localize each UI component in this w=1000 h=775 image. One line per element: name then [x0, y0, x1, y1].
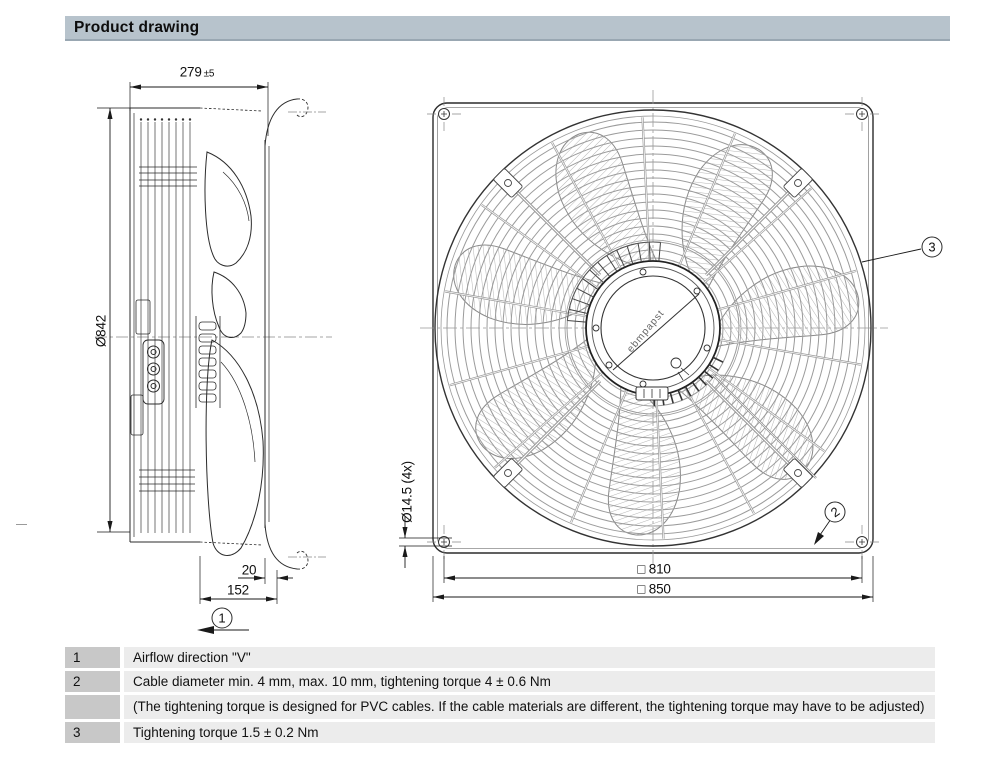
dim-flange-depth-label: 20	[241, 562, 257, 578]
dim-width-label: 279 ±5	[179, 64, 215, 80]
hub-brand-label: ebmpapst	[625, 307, 667, 355]
note-text: (The tightening torque is designed for PVC cables. If the cable materials are different, the tightening torque may have to be adjusted)	[124, 695, 935, 719]
table-row	[65, 722, 935, 743]
note-number: 2	[65, 671, 120, 692]
section-title: Product drawing	[74, 18, 200, 36]
note-number: 1	[65, 647, 120, 668]
note-number: 3	[65, 722, 120, 743]
callout-2-cable: 2	[825, 502, 846, 523]
dim-depth-label: 152	[227, 582, 249, 598]
side-view-drawing	[95, 99, 332, 569]
note-text: Cable diameter min. 4 mm, max. 10 mm, tightening torque 4 ± 0.6 Nm	[124, 671, 935, 692]
table-row	[65, 671, 935, 692]
dim-hole-label: Ø14.5 (4x)	[399, 461, 415, 523]
callout-1-airflow: 1	[212, 608, 233, 629]
dim-diameter-label: Ø842	[93, 314, 109, 348]
notes-table	[65, 647, 935, 746]
callout-3-torque: 3	[922, 237, 943, 258]
front-view-drawing	[420, 90, 888, 572]
table-row	[65, 647, 935, 668]
side-view-dimensions	[97, 82, 293, 634]
note-number	[65, 695, 120, 719]
note-text: Tightening torque 1.5 ± 0.2 Nm	[124, 722, 935, 743]
dim-plate-size-label: □ 850	[637, 581, 671, 597]
note-text: Airflow direction "V"	[124, 647, 935, 668]
dim-hole-pitch-label: □ 810	[637, 561, 671, 577]
table-row	[65, 695, 935, 719]
